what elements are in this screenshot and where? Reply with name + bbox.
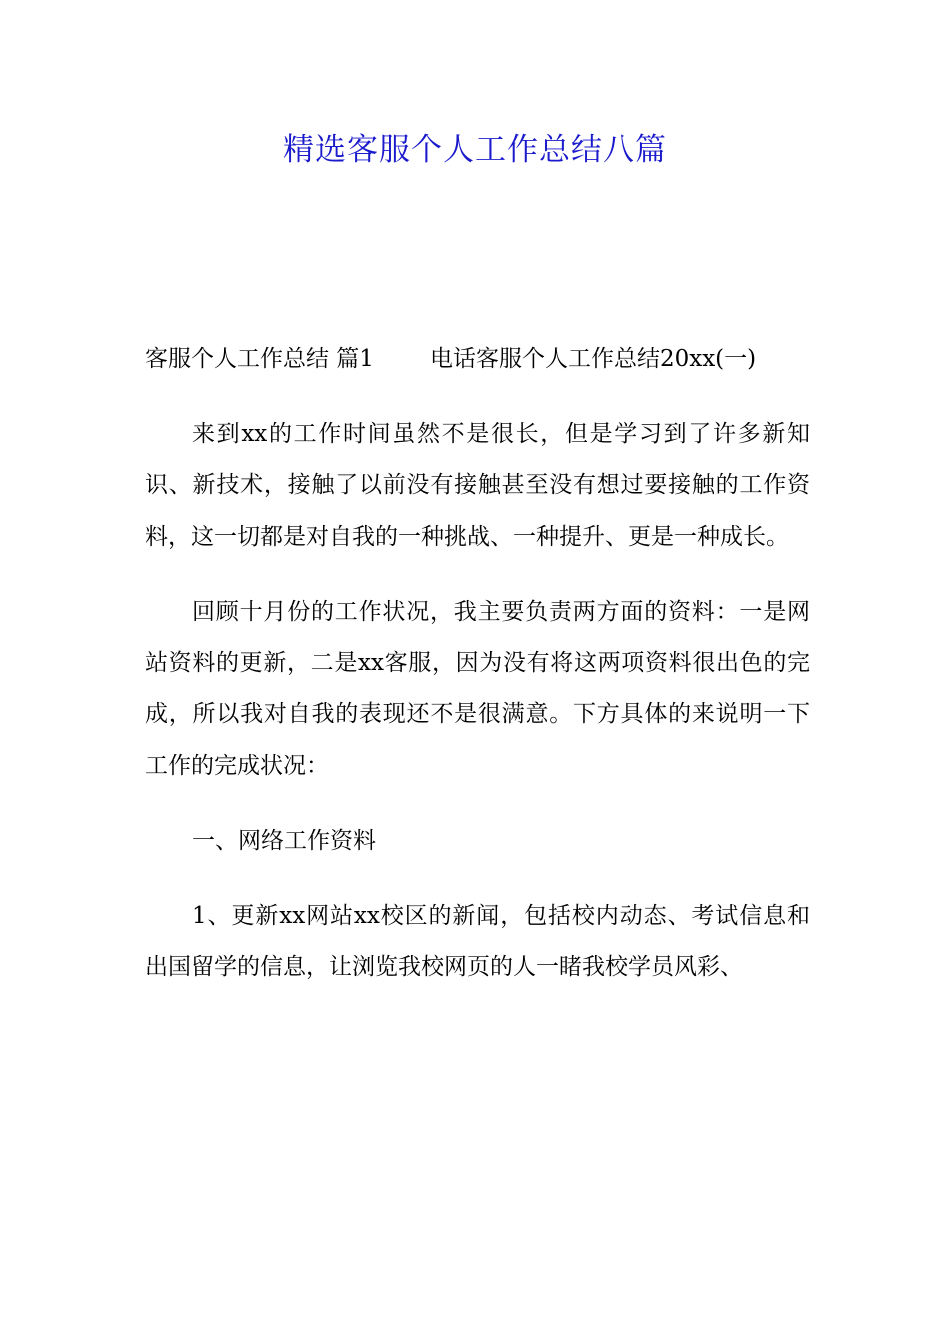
paragraph: 1、更新xx网站xx校区的新闻，包括校内动态、考试信息和出国留学的信息，让浏览我校网页的人一睹我校学员风彩、 xyxy=(145,902,810,981)
section-heading-right: 电话客服个人工作总结20xx(一) xyxy=(429,346,757,372)
subheading: 一、网络工作资料 xyxy=(192,827,376,854)
paragraph: 回顾十月份的工作状况，我主要负责两方面的资料：一是网站资料的更新，二是xx客服，因为没有将这两项资料很出色的完成，所以我对自我的表现还不是很满意。下方具体的来说明一下工作的完成状况： xyxy=(145,598,810,779)
document-title: 精选客服个人工作总结八篇 xyxy=(283,132,667,168)
section-heading-left: 客服个人工作总结 篇1 xyxy=(145,346,374,372)
section-heading xyxy=(145,334,810,385)
document-body xyxy=(145,334,810,1017)
paragraph: 来到xx的工作时间虽然不是很长，但是学习到了许多新知识、新技术，接触了以前没有接触甚至没有想过要接触的工作资料，这一切都是对自我的一种挑战、一种提升、更是一种成长。 xyxy=(145,420,810,550)
